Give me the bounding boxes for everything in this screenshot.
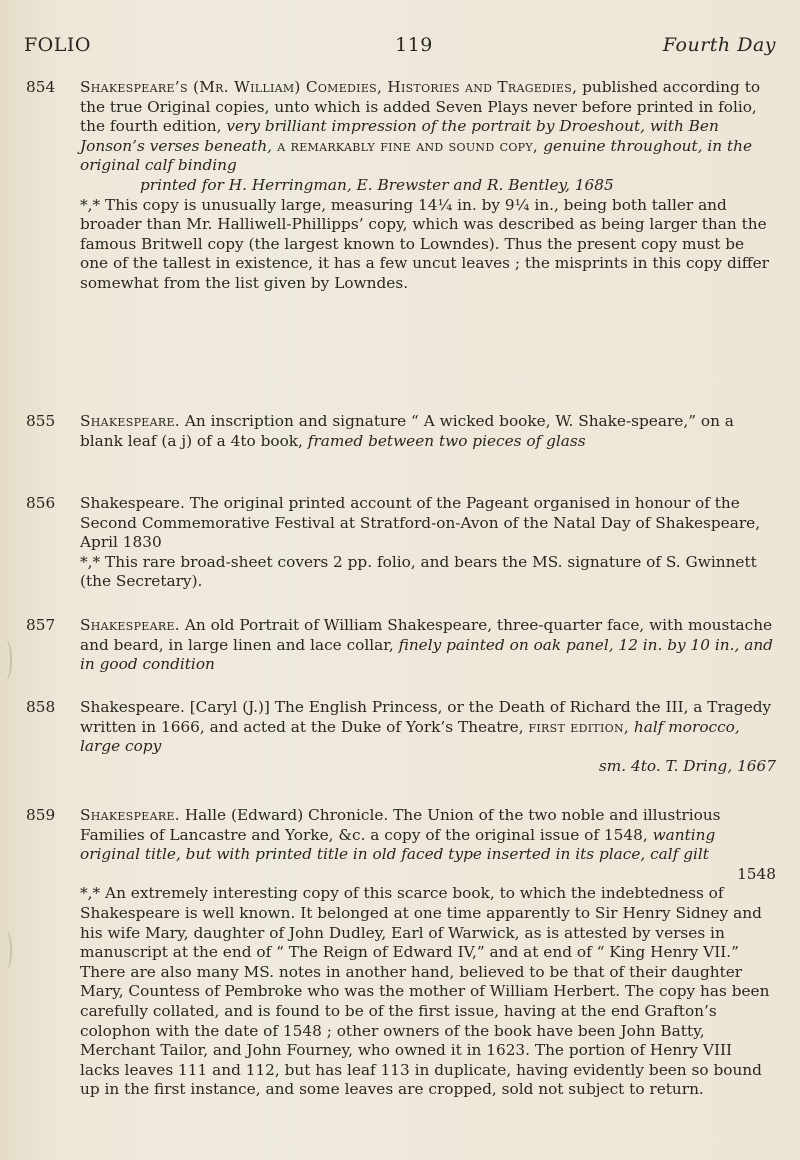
lot-text: Halle (Edward) Chronicle. The Union of the two noble and illustrious Families of Lancastre and Yorke, &c. a copy of the original issue of 1548,: [80, 806, 721, 844]
lot-entry-858: [26, 698, 776, 776]
lot-text: first edition,: [528, 717, 630, 736]
lot-heading: Shakespeare.: [80, 412, 180, 430]
lot-heading: Shakespeare.: [80, 616, 180, 634]
lot-text: An inscription and signature “ A wicked booke, W. Shake-speare,” on a blank leaf (a j) of a 4to book,: [80, 412, 734, 450]
margin-mark: [0, 640, 12, 680]
lot-description: [80, 412, 776, 451]
margin-mark: [0, 930, 12, 970]
lot-text: The original printed account of the Pageant organised in honour of the Second Commemorative Festival at Stratford-on-Avon of the Natal Day of Shakespeare, April 1830: [80, 494, 761, 552]
lot-italic: framed between two pieces of glass: [307, 431, 586, 450]
lot-entry-856: [26, 494, 776, 592]
lot-description: [80, 78, 776, 176]
lot-entry-854: [26, 78, 776, 294]
lot-number: 855: [26, 412, 56, 430]
page-header: [24, 34, 776, 62]
lot-text: [Caryl (J.)] The English Princess, or the Death of Richard the III, a Tragedy written in 1666, and acted at the Duke of York’s Theatre,: [80, 698, 772, 736]
lot-note: *,* This rare broad-sheet covers 2 pp. folio, and bears the MS. signature of S. Gwinnett (the Secretary).: [80, 552, 757, 591]
lot-text: An old Portrait of William Shakespeare, three-quarter face, with moustache and beard, in large linen and lace collar,: [80, 616, 773, 654]
lot-imprint: 1548: [737, 864, 776, 883]
lot-text: published according to the true Original copies, unto which is added Seven Plays never before printed in folio, the fourth edition,: [80, 78, 761, 136]
lot-italic: genuine throughout, in the original calf binding: [80, 136, 753, 175]
lot-description: [80, 698, 776, 757]
lot-text: a remarkably fine and sound copy,: [272, 136, 544, 155]
lot-imprint: sm. 4to. T. Dring, 1667: [598, 756, 776, 775]
lot-heading: Shakespeare.: [80, 494, 185, 512]
lot-italic: half morocco, large copy: [80, 717, 740, 756]
lot-entry-859: [26, 806, 776, 1100]
folio-label: FOLIO: [24, 34, 91, 56]
lot-description: [80, 616, 776, 675]
lot-heading: Shakespeare’s (Mr. William) Comedies, Histories and Tragedies,: [80, 78, 578, 96]
page-number: 119: [395, 34, 433, 56]
lot-description: [80, 494, 776, 553]
day-label: Fourth Day: [662, 34, 776, 56]
lot-italic: wanting original title, but with printed title in old faced type inserted in its place, calf gilt: [80, 825, 716, 864]
lot-entry-857: [26, 616, 776, 675]
lot-heading: Shakespeare.: [80, 806, 180, 824]
lot-imprint: printed for H. Herringman, E. Brewster and R. Bentley, 1685: [140, 175, 614, 194]
lot-description: [80, 806, 776, 865]
lot-entry-855: [26, 412, 776, 451]
lot-number: 858: [26, 698, 56, 716]
lot-number: 859: [26, 806, 56, 824]
lot-note: *,* An extremely interesting copy of this scarce book, to which the indebtedness of Shakespeare is well known. It belonged at one time apparently to Sir Henry Sidney and his wife Mary, daughter of John Dudley, Earl of Warwick, as is attested by verses in manuscript at the end of “ The Reign of Edward IV,” and at end of “ King Henry VII.” There are also many MS. notes in another hand, believed to be that of their daughter Mary, Countess of Pembroke who was the mother of William Herbert. The copy has been carefully collated, and is found to be of the first issue, having at the end Grafton’s colophon with the date of 1548 ; other owners of the book have been John Batty, Merchant Tailor, and John Fourney, who owned it in 1623. The portion of Henry VIII lacks leaves 111 and 112, but has leaf 113 in duplicate, having evidently been so bound up in the first instance, and some leaves are cropped, sold not subject to return.: [80, 884, 770, 1099]
lot-number: 857: [26, 616, 56, 634]
lot-note: *,* This copy is unusually large, measuring 14¼ in. by 9¼ in., being both taller and broader than Mr. Halliwell-Phillipps’ copy, which was described as being larger than the famous Britwell copy (the largest known to Lowndes). Thus the present copy must be one of the tallest in existence, it has a few uncut leaves ; the misprints in this copy differ somewhat from the list given by Lowndes.: [80, 195, 769, 292]
lot-number: 856: [26, 494, 56, 512]
lot-heading: Shakespeare.: [80, 698, 185, 716]
lot-italic: very brilliant impression of the portrait by Droeshout, with Ben Jonson’s verses beneath,: [80, 117, 719, 155]
lot-number: 854: [26, 78, 56, 96]
lot-italic: finely painted on oak panel, 12 in. by 10 in., and in good condition: [80, 635, 773, 674]
